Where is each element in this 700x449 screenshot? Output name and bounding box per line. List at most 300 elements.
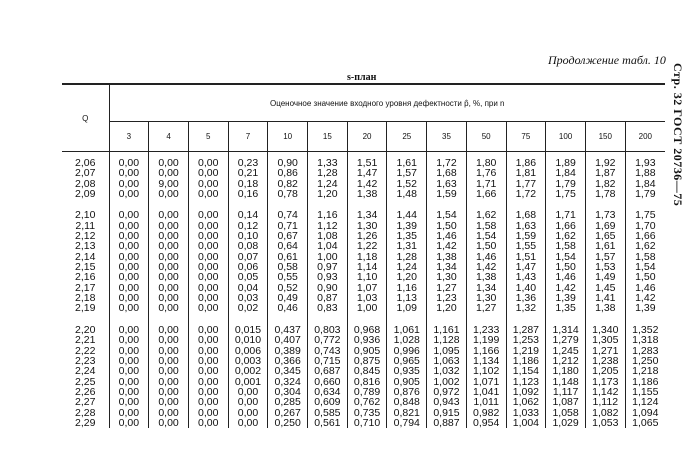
table-cell: 1,50 (635, 271, 656, 284)
table-cell: 1,77 (506, 179, 546, 189)
table-cell: 1,30 (347, 221, 387, 231)
table-cell: 0,02 (228, 303, 268, 313)
table-cell: 1,39 (546, 293, 586, 303)
table-cell: 1,73 (585, 210, 625, 220)
table-cell: 0,46 (268, 303, 308, 313)
table-cell: 9,00 (149, 179, 189, 189)
table-cell: 0,285 (268, 397, 308, 407)
table-cell: 0,794 (387, 418, 427, 428)
table-row (62, 189, 665, 199)
table-cell: 0,16 (228, 189, 268, 199)
table-cell: 1,42 (466, 262, 506, 272)
table-cell: 1,39 (387, 221, 427, 231)
table-cell: 0,00 (109, 262, 149, 272)
table-cell: 0,00 (109, 241, 149, 251)
table-cell: 1,63 (427, 179, 467, 189)
table-cell: 1,279 (546, 335, 586, 345)
q-value-cell: 2,07 (62, 168, 109, 178)
table-cell: 1,00 (347, 303, 387, 313)
n-header-cell: 15 (308, 122, 348, 152)
table-cell: 1,205 (585, 366, 625, 376)
table-cell: 1,34 (427, 262, 467, 272)
table-cell: 0,735 (347, 408, 387, 418)
table-cell: 0,00 (188, 325, 228, 335)
table-cell: 0,90 (308, 283, 348, 293)
q-value-cell: 2,09 (62, 189, 109, 199)
n-header-cell: 5 (188, 122, 228, 152)
table-cell: 1,54 (427, 210, 467, 220)
table-cell: 0,00 (228, 397, 268, 407)
table-cell: 1,45 (585, 283, 625, 293)
table-cell: 1,46 (427, 231, 467, 241)
table-cell: 1,352 (632, 323, 659, 336)
table-cell: 1,84 (546, 168, 586, 178)
table-cell: 0,12 (228, 221, 268, 231)
table-cell: 0,00 (149, 152, 189, 169)
table-cell: 1,31 (387, 241, 427, 251)
table-cell: 0,00 (188, 346, 228, 356)
table-cell: 1,62 (466, 210, 506, 220)
table-cell: 0,05 (228, 272, 268, 282)
table-cell: 1,238 (585, 356, 625, 366)
q-value-cell: 2,21 (62, 335, 109, 345)
table-cell: 1,071 (466, 377, 506, 387)
table-cell: 0,407 (268, 335, 308, 345)
table-cell: 1,41 (585, 293, 625, 303)
table-cell: 1,79 (546, 179, 586, 189)
table-continuation-label: Продолжение табл. 10 (548, 53, 666, 67)
table-cell: 0,61 (268, 252, 308, 262)
table-cell: 0,00 (149, 325, 189, 335)
n-header-cell: 20 (347, 122, 387, 152)
table-cell: 1,71 (466, 179, 506, 189)
table-cell: 1,84 (635, 177, 656, 190)
table-cell: 1,72 (427, 152, 467, 169)
table-cell: 1,79 (635, 188, 656, 201)
table-cell: 0,267 (268, 408, 308, 418)
table-row (62, 366, 665, 376)
table-cell: 0,00 (188, 168, 228, 178)
n-header-cell: 75 (506, 122, 546, 152)
table-cell: 0,366 (268, 356, 308, 366)
table-cell: 0,64 (268, 241, 308, 251)
table-cell: 1,142 (585, 387, 625, 397)
n-header-cell: 50 (466, 122, 506, 152)
table-cell: 0,00 (109, 356, 149, 366)
table-cell: 0,23 (228, 152, 268, 169)
table-cell: 1,028 (387, 335, 427, 345)
table-cell: 1,46 (466, 252, 506, 262)
table-cell: 0,78 (268, 189, 308, 199)
table-cell: 0,00 (109, 303, 149, 313)
table-row (62, 418, 665, 428)
table-cell: 0,710 (347, 418, 387, 428)
table-cell: 0,821 (387, 408, 427, 418)
table-cell: 0,00 (149, 272, 189, 282)
table-cell: 0,00 (149, 241, 189, 251)
table-cell: 1,76 (466, 168, 506, 178)
table-cell: 1,063 (427, 356, 467, 366)
table-cell: 0,002 (228, 366, 268, 376)
table-cell: 1,44 (387, 210, 427, 220)
table-cell: 0,437 (268, 325, 308, 335)
table-cell: 0,00 (109, 283, 149, 293)
table-cell: 0,14 (228, 210, 268, 220)
table-cell: 1,24 (308, 179, 348, 189)
table-cell: 0,00 (188, 252, 228, 262)
table-cell: 1,87 (585, 168, 625, 178)
q-value-cell: 2,26 (62, 387, 109, 397)
table-cell: 1,250 (632, 354, 659, 367)
table-cell: 0,00 (149, 366, 189, 376)
table-cell: 1,23 (427, 293, 467, 303)
table-cell: 1,63 (506, 221, 546, 231)
table-cell: 0,00 (149, 387, 189, 397)
table-cell: 0,00 (149, 335, 189, 345)
table-cell: 0,93 (308, 272, 348, 282)
table-cell: 1,011 (466, 397, 506, 407)
table-cell: 0,00 (109, 293, 149, 303)
table-cell: 1,22 (347, 241, 387, 251)
table-cell: 1,16 (308, 210, 348, 220)
table-cell: 1,032 (427, 366, 467, 376)
table-cell: 0,00 (149, 189, 189, 199)
table-cell: 1,35 (387, 231, 427, 241)
table-cell: 0,585 (308, 408, 348, 418)
table-body (62, 152, 665, 429)
n-header-cell: 150 (585, 122, 625, 152)
table-cell: 0,08 (228, 241, 268, 251)
table-cell: 0,00 (228, 418, 268, 428)
table-cell: 1,173 (585, 377, 625, 387)
table-cell: 0,00 (109, 210, 149, 220)
table-cell: 1,13 (387, 293, 427, 303)
table-cell: 0,772 (308, 335, 348, 345)
table-cell: 0,935 (387, 366, 427, 376)
table-cell: 0,06 (228, 262, 268, 272)
table-cell: 1,68 (506, 210, 546, 220)
table-cell: 0,97 (308, 262, 348, 272)
table-cell: 0,762 (347, 397, 387, 407)
table-cell: 0,00 (188, 293, 228, 303)
table-cell: 1,03 (347, 293, 387, 303)
table-cell: 1,30 (466, 293, 506, 303)
q-column-header: Q (62, 84, 109, 152)
q-value-cell: 2,10 (62, 210, 109, 220)
table-cell: 1,66 (466, 189, 506, 199)
table-cell: 0,74 (268, 210, 308, 220)
table-cell: 0,71 (268, 221, 308, 231)
table-cell: 0,18 (228, 179, 268, 189)
table-cell: 1,40 (506, 283, 546, 293)
table-cell: 0,00 (149, 283, 189, 293)
table-cell: 0,982 (466, 408, 506, 418)
q-value-cell: 2,12 (62, 231, 109, 241)
table-cell: 1,07 (347, 283, 387, 293)
table-cell: 0,345 (268, 366, 308, 376)
table-cell: 1,52 (387, 179, 427, 189)
table-cell: 1,47 (506, 262, 546, 272)
table-cell: 1,38 (427, 252, 467, 262)
table-cell: 0,86 (268, 168, 308, 178)
table-cell: 1,058 (546, 408, 586, 418)
table-cell: 1,69 (585, 221, 625, 231)
table-cell: 0,00 (109, 408, 149, 418)
table-cell: 0,001 (228, 377, 268, 387)
table-cell: 1,061 (387, 325, 427, 335)
table-cell: 1,68 (427, 168, 467, 178)
table-cell: 0,936 (347, 335, 387, 345)
q-value-cell: 2,29 (62, 418, 109, 428)
table-cell: 1,70 (635, 219, 656, 232)
table-cell: 0,875 (347, 356, 387, 366)
table-cell: 1,59 (427, 189, 467, 199)
table-cell: 1,47 (347, 168, 387, 178)
table-cell: 0,07 (228, 252, 268, 262)
table-cell: 0,00 (188, 210, 228, 220)
table-cell: 1,117 (546, 387, 586, 397)
table-cell: 0,52 (268, 283, 308, 293)
n-header-cell: 3 (109, 122, 149, 152)
table-cell: 1,33 (308, 152, 348, 169)
table-cell: 1,033 (506, 408, 546, 418)
table-cell: 1,112 (585, 397, 625, 407)
table-cell: 1,51 (347, 152, 387, 169)
table-cell: 1,75 (635, 209, 656, 222)
table-cell: 0,687 (308, 366, 348, 376)
table-cell: 0,00 (188, 272, 228, 282)
table-cell: 0,00 (149, 303, 189, 313)
table-cell: 1,102 (466, 366, 506, 376)
n-header-cell: 200 (625, 122, 665, 152)
q-value-cell: 2,15 (62, 262, 109, 272)
table-cell: 0,90 (268, 152, 308, 169)
table-cell: 0,00 (188, 397, 228, 407)
table-row (62, 335, 665, 345)
table-cell: 1,38 (585, 303, 625, 313)
table-cell: 0,00 (109, 231, 149, 241)
table-cell: 1,81 (506, 168, 546, 178)
table-cell: 1,087 (546, 397, 586, 407)
table-cell: 0,876 (387, 387, 427, 397)
table-cell: 1,42 (635, 292, 656, 305)
table-cell: 0,00 (149, 210, 189, 220)
table-cell: 0,634 (308, 387, 348, 397)
table-cell: 1,219 (506, 346, 546, 356)
table-cell: 0,00 (109, 179, 149, 189)
n-header-cell: 4 (149, 122, 189, 152)
table-cell: 1,57 (585, 252, 625, 262)
table-cell: 1,34 (347, 210, 387, 220)
table-cell: 0,00 (188, 418, 228, 428)
table-cell: 0,00 (188, 179, 228, 189)
q-value-cell: 2,06 (62, 152, 109, 169)
table-cell: 1,46 (635, 281, 656, 294)
table-cell: 0,905 (347, 346, 387, 356)
n-header-cell: 10 (268, 122, 308, 152)
table-cell: 1,24 (387, 262, 427, 272)
table-cell: 0,250 (268, 418, 308, 428)
table-cell: 1,305 (585, 335, 625, 345)
table-cell: 0,803 (308, 325, 348, 335)
table-cell: 0,845 (347, 366, 387, 376)
table-cell: 0,00 (109, 335, 149, 345)
table-cell: 1,51 (506, 252, 546, 262)
q-value-cell: 2,18 (62, 293, 109, 303)
table-cell: 0,389 (268, 346, 308, 356)
table-cell: 1,53 (585, 262, 625, 272)
table-cell: 0,00 (188, 241, 228, 251)
q-value-cell: 2,23 (62, 356, 109, 366)
table-cell: 1,92 (585, 152, 625, 169)
table-cell: 0,00 (188, 221, 228, 231)
table-cell: 1,50 (466, 241, 506, 251)
table-cell: 1,48 (387, 189, 427, 199)
table-cell: 1,50 (546, 262, 586, 272)
table-cell: 1,287 (506, 325, 546, 335)
table-cell: 0,00 (109, 325, 149, 335)
table-cell: 0,609 (308, 397, 348, 407)
n-header-row (62, 122, 665, 152)
n-header-cell: 25 (387, 122, 427, 152)
table-cell: 1,212 (546, 356, 586, 366)
table-cell: 1,86 (506, 152, 546, 169)
table-cell: 1,00 (308, 252, 348, 262)
table-cell: 1,38 (466, 272, 506, 282)
table-cell: 1,218 (632, 365, 659, 378)
table-cell: 0,00 (188, 366, 228, 376)
table-cell: 0,55 (268, 272, 308, 282)
table-cell: 1,72 (506, 189, 546, 199)
table-cell: 0,00 (188, 303, 228, 313)
q-value-cell: 2,16 (62, 272, 109, 282)
table-cell: 0,00 (228, 387, 268, 397)
table-cell: 1,89 (546, 152, 586, 169)
q-value-cell: 2,28 (62, 408, 109, 418)
table-cell: 1,09 (387, 303, 427, 313)
table-cell: 1,271 (585, 346, 625, 356)
table-cell: 0,03 (228, 293, 268, 303)
table-cell: 0,848 (387, 397, 427, 407)
table-cell: 0,561 (308, 418, 348, 428)
table-caption: Оценочное значение входного уровня дефектности p̂, %, при n (109, 84, 665, 122)
q-value-cell: 2,22 (62, 346, 109, 356)
table-cell: 1,65 (585, 231, 625, 241)
table-cell: 0,21 (228, 168, 268, 178)
table-cell: 0,00 (109, 346, 149, 356)
table-cell: 1,314 (546, 325, 586, 335)
table-cell: 0,00 (188, 231, 228, 241)
table-cell: 0,10 (228, 231, 268, 241)
table-cell: 1,166 (466, 346, 506, 356)
table-cell: 1,095 (427, 346, 467, 356)
table-cell: 1,88 (635, 167, 656, 180)
table-cell: 1,094 (632, 406, 659, 419)
table-cell: 1,20 (427, 303, 467, 313)
table-cell: 1,041 (466, 387, 506, 397)
table-cell: 1,58 (466, 221, 506, 231)
table-cell: 1,54 (635, 261, 656, 274)
table-cell: 0,00 (149, 252, 189, 262)
table-cell: 0,324 (268, 377, 308, 387)
table-cell: 1,36 (506, 293, 546, 303)
table-cell: 0,00 (149, 356, 189, 366)
table-cell: 1,27 (466, 303, 506, 313)
table-cell: 0,006 (228, 346, 268, 356)
table-cell: 0,00 (109, 221, 149, 231)
table-cell: 0,010 (228, 335, 268, 345)
q-value-cell: 2,24 (62, 366, 109, 376)
n-header-cell: 100 (546, 122, 586, 152)
table-cell: 1,62 (635, 240, 656, 253)
table-cell: 1,39 (635, 302, 656, 315)
table-cell: 0,00 (188, 283, 228, 293)
table-cell: 1,340 (585, 325, 625, 335)
table-cell: 1,57 (387, 168, 427, 178)
table-cell: 0,816 (347, 377, 387, 387)
table-cell: 1,10 (347, 272, 387, 282)
table-cell: 0,660 (308, 377, 348, 387)
table-cell: 0,00 (188, 387, 228, 397)
table-cell: 1,61 (387, 152, 427, 169)
table-cell: 0,887 (427, 418, 467, 428)
table-cell: 1,082 (585, 408, 625, 418)
q-value-cell: 2,20 (62, 325, 109, 335)
table-cell: 0,996 (387, 346, 427, 356)
table-cell: 1,42 (427, 241, 467, 251)
table-cell: 1,154 (506, 366, 546, 376)
table-cell: 0,00 (149, 231, 189, 241)
table-cell: 0,04 (228, 283, 268, 293)
table-cell: 1,245 (546, 346, 586, 356)
table-cell: 1,16 (387, 283, 427, 293)
table-cell: 1,092 (506, 387, 546, 397)
table-cell: 0,789 (347, 387, 387, 397)
table-cell: 1,38 (347, 189, 387, 199)
table-cell: 0,49 (268, 293, 308, 303)
table-cell: 1,065 (632, 416, 659, 429)
q-value-cell: 2,25 (62, 377, 109, 387)
table-cell: 1,54 (546, 252, 586, 262)
q-value-cell: 2,19 (62, 303, 109, 313)
table-cell: 0,00 (109, 418, 149, 428)
table-cell: 1,124 (632, 396, 659, 409)
table-cell: 1,28 (308, 168, 348, 178)
table-cell: 0,003 (228, 356, 268, 366)
table-cell: 0,00 (149, 418, 189, 428)
table-cell: 0,905 (387, 377, 427, 387)
table-cell: 0,00 (149, 346, 189, 356)
table-cell: 1,318 (632, 334, 659, 347)
table-cell: 1,253 (506, 335, 546, 345)
table-cell: 1,42 (347, 179, 387, 189)
table-row (62, 303, 665, 313)
table-cell: 0,00 (188, 152, 228, 169)
table-cell: 1,62 (546, 231, 586, 241)
table-cell: 0,00 (149, 168, 189, 178)
table-cell: 1,180 (546, 366, 586, 376)
table-cell: 0,00 (149, 377, 189, 387)
table-cell: 1,71 (546, 210, 586, 220)
table-cell: 0,00 (109, 152, 149, 169)
table-cell: 1,186 (632, 375, 659, 388)
table-cell: 0,00 (188, 356, 228, 366)
table-cell: 0,304 (268, 387, 308, 397)
table-row (62, 152, 665, 169)
table-cell: 1,54 (466, 231, 506, 241)
table-cell: 1,58 (546, 241, 586, 251)
table-cell: 1,20 (308, 189, 348, 199)
